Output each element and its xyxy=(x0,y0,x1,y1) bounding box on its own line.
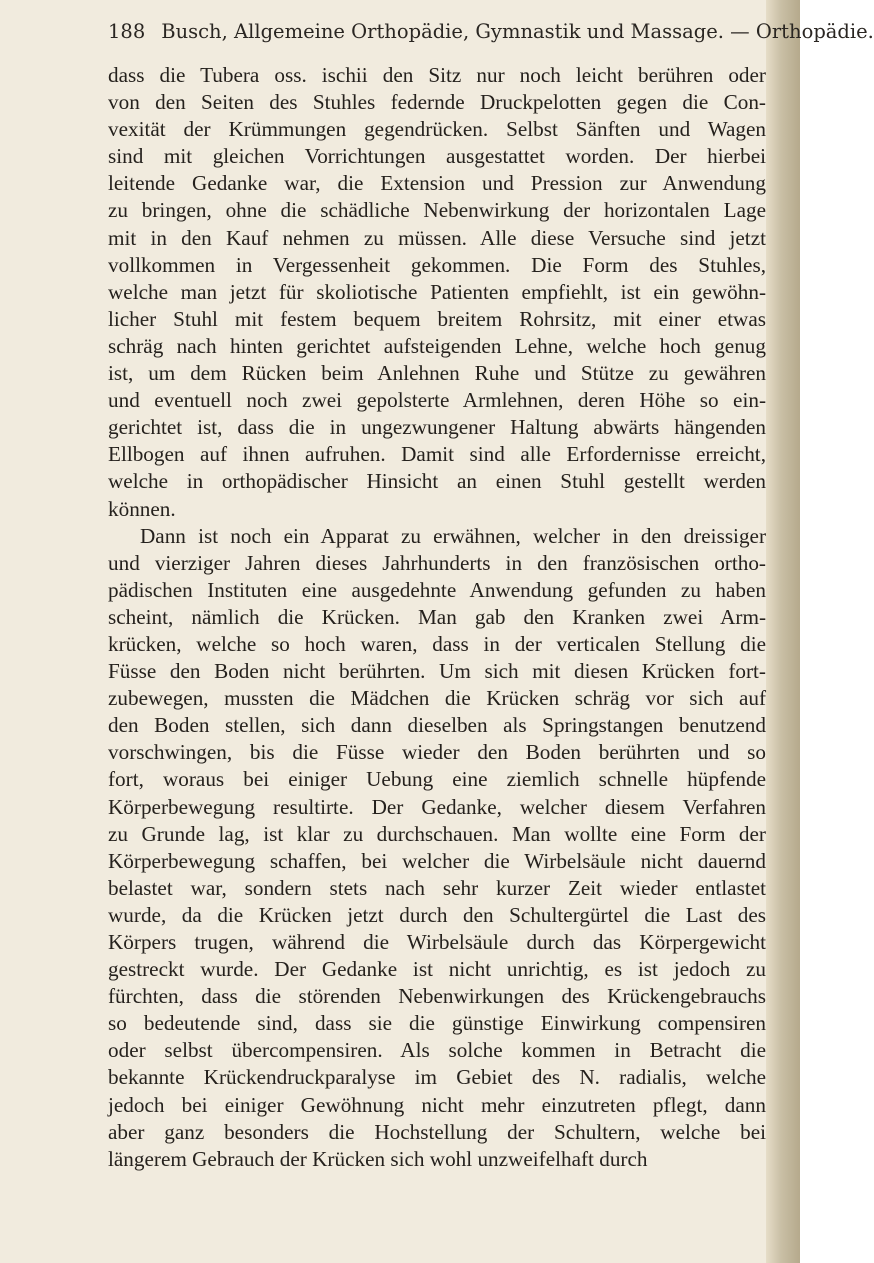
text-line: gerichtet ist, dass die in ungezwungener Haltung abwärts hängenden xyxy=(108,415,766,440)
text-line: krücken, welche so hoch waren, dass in der verticalen Stellung die xyxy=(108,631,766,656)
text-line: welche man jetzt für skoliotische Patienten empfiehlt, ist ein gewöhn- xyxy=(108,279,766,304)
text-line: vexität der Krümmungen gegendrücken. Selbst Sänften und Wagen xyxy=(108,117,766,142)
text-line: bekannte Krückendruckparalyse im Gebiet des N. radialis, welche xyxy=(108,1065,766,1090)
text-line: pädischen Instituten eine ausgedehnte Anwendung gefunden zu haben xyxy=(108,577,766,602)
text-line: den Boden stellen, sich dann dieselben als Springstangen benutzend xyxy=(108,713,766,738)
text-line: dass die Tubera oss. ischii den Sitz nur noch leicht berühren oder xyxy=(108,63,766,87)
text-line: vorschwingen, bis die Füsse wieder den Boden berührten und so xyxy=(108,740,766,765)
text-line: vollkommen in Vergessenheit gekommen. Die Form des Stuhles, xyxy=(108,252,766,277)
text-line: und eventuell noch zwei gepolsterte Armlehnen, deren Höhe so ein- xyxy=(108,388,766,413)
text-line: aber ganz besonders die Hochstellung der Schultern, welche bei xyxy=(108,1119,766,1144)
running-header xyxy=(108,20,874,43)
text-line: Körperbewegung schaffen, bei welcher die Wirbelsäule nicht dauernd xyxy=(108,848,766,873)
text-line: schräg nach hinten gerichtet aufsteigenden Lehne, welche hoch genug xyxy=(108,333,766,358)
text-line: können. xyxy=(108,496,176,521)
text-line: fürchten, dass die störenden Nebenwirkungen des Krückengebrauchs xyxy=(108,984,766,1009)
text-line: so bedeutende sind, dass sie die günstige Einwirkung compensiren xyxy=(108,1011,766,1036)
text-line: belastet war, sondern stets nach sehr kurzer Zeit wieder entlastet xyxy=(108,875,766,900)
text-line: scheint, nämlich die Krücken. Man gab den Kranken zwei Arm- xyxy=(108,604,766,629)
text-line: jedoch bei einiger Gewöhnung nicht mehr einzutreten pflegt, dann xyxy=(108,1092,766,1117)
text-line: mit in den Kauf nehmen zu müssen. Alle diese Versuche sind jetzt xyxy=(108,225,766,250)
page-edge-shadow xyxy=(766,0,800,1263)
text-line: wurde, da die Krücken jetzt durch den Schultergürtel die Last des xyxy=(108,902,766,927)
text-line: leitende Gedanke war, die Extension und Pression zur Anwendung xyxy=(108,171,766,196)
text-line: Ellbogen auf ihnen aufruhen. Damit sind alle Erfordernisse erreicht, xyxy=(108,442,766,467)
text-line: Füsse den Boden nicht berührten. Um sich mit diesen Krücken fort- xyxy=(108,659,766,684)
text-line: gestreckt wurde. Der Gedanke ist nicht unrichtig, es ist jedoch zu xyxy=(108,957,766,982)
text-line: zu bringen, ohne die schädliche Nebenwirkung der horizontalen Lage xyxy=(108,198,766,223)
text-line: sind mit gleichen Vorrichtungen ausgestattet worden. Der hierbei xyxy=(108,144,766,169)
page-number: 188 xyxy=(108,20,146,43)
text-line: welche in orthopädischer Hinsicht an einen Stuhl gestellt werden xyxy=(108,469,766,494)
text-line: ist, um dem Rücken beim Anlehnen Ruhe und Stütze zu gewähren xyxy=(108,361,766,386)
text-line: von den Seiten des Stuhles federnde Druckpelotten gegen die Con- xyxy=(108,90,766,115)
text-line: Körperbewegung resultirte. Der Gedanke, welcher diesem Verfahren xyxy=(108,794,766,819)
text-line: fort, woraus bei einiger Uebung eine ziemlich schnelle hüpfende xyxy=(108,767,766,792)
text-line: und vierziger Jahren dieses Jahrhunderts in den französischen ortho- xyxy=(108,550,766,575)
text-line: zubewegen, mussten die Mädchen die Krücken schräg vor sich auf xyxy=(108,686,766,711)
paragraph xyxy=(108,523,766,1173)
text-line: oder selbst übercompensiren. Als solche kommen in Betracht die xyxy=(108,1038,766,1063)
text-line: licher Stuhl mit festem bequem breitem Rohrsitz, mit einer etwas xyxy=(108,306,766,331)
body-text xyxy=(108,62,766,1173)
text-line: zu Grunde lag, ist klar zu durchschauen. Man wollte eine Form der xyxy=(108,821,766,846)
paragraph xyxy=(108,62,766,523)
text-line: Körpers trugen, während die Wirbelsäule durch das Körpergewicht xyxy=(108,930,766,954)
text-line: längerem Gebrauch der Krücken sich wohl unzweifelhaft durch xyxy=(108,1146,648,1171)
text-line: Dann ist noch ein Apparat zu erwähnen, welcher in den dreissiger xyxy=(140,523,766,548)
running-title: Busch, Allgemeine Orthopädie, Gymnastik und Massage. — Orthopädie. xyxy=(161,20,874,43)
